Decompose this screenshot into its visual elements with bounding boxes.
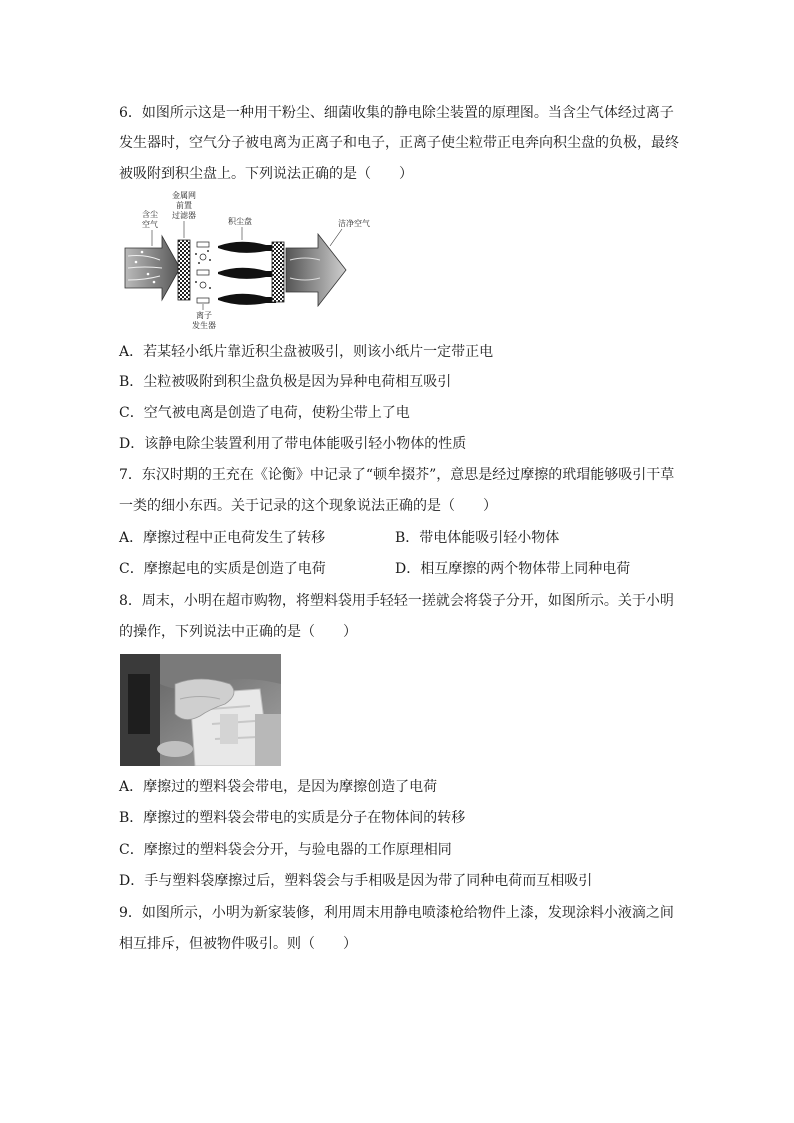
label-plate: 积尘盘 <box>228 217 252 226</box>
q6-option-d: D．该静电除尘装置利用了带电体能吸引轻小物体的性质 <box>119 436 467 452</box>
label-dusty-air-1: 含尘 <box>142 210 158 219</box>
clean-air-arrow <box>286 234 346 306</box>
q7-stem-line1: 7．东汉时期的王充在《论衡》中记录了“顿牟掇芥”，意思是经过摩擦的玳瑁能够吸引干草 <box>119 467 675 483</box>
label-clean-air: 洁净空气 <box>338 219 370 228</box>
q7-option-c: C．摩擦起电的实质是创造了电荷 <box>119 561 326 577</box>
dusty-air-arrow <box>125 236 180 300</box>
metal-mesh-filter <box>178 240 190 300</box>
label-filter-1: 金属网 <box>172 191 196 200</box>
q8-option-a: A．摩擦过的塑料袋会带电，是因为摩擦创造了电荷 <box>119 779 438 795</box>
q8-stem-line1: 8．周末，小明在超市购物，将塑料袋用手轻轻一搓就会将袋子分开，如图所示。关于小明 <box>119 593 674 609</box>
electrostatic-precipitator-diagram <box>120 190 385 335</box>
q6-stem-line3: 被吸附到积尘盘上。下列说法正确的是（ ） <box>119 166 413 182</box>
q7-option-d: D．相互摩擦的两个物体带上同种电荷 <box>395 561 631 577</box>
q6-stem-line1: 6．如图所示这是一种用干粉尘、细菌收集的静电除尘装置的原理图。当含尘气体经过离子 <box>119 105 674 121</box>
q7-stem-line2: 一类的细小东西。关于记录的这个现象说法正确的是（ ） <box>119 498 497 514</box>
q8-stem-line2: 的操作，下列说法中正确的是（ ） <box>119 624 357 640</box>
q9-stem-line2: 相互排斥，但被物件吸引。则（ ） <box>119 936 357 952</box>
rear-filter <box>272 242 284 302</box>
plastic-bag-photo <box>120 654 281 766</box>
q6-option-b: B．尘粒被吸附到积尘盘负极是因为异种电荷相互吸引 <box>119 374 452 390</box>
q8-option-d: D．手与塑料袋摩擦过后，塑料袋会与手相吸是因为带了同种电荷而互相吸引 <box>119 873 593 889</box>
q6-option-a: A．若某轻小纸片靠近积尘盘被吸引，则该小纸片一定带正电 <box>119 344 494 360</box>
q8-option-c: C．摩擦过的塑料袋会分开，与验电器的工作原理相同 <box>119 842 452 858</box>
dust-collecting-plates <box>218 242 276 305</box>
label-dusty-air-2: 空气 <box>142 220 158 229</box>
q7-option-b: B．带电体能吸引轻小物体 <box>395 530 560 546</box>
label-generator-2: 发生器 <box>192 321 216 330</box>
label-generator-1: 离子 <box>196 311 212 320</box>
label-filter-3: 过滤器 <box>172 211 196 220</box>
q6-option-c: C．空气被电离是创造了电荷，使粉尘带上了电 <box>119 405 410 421</box>
q8-option-b: B．摩擦过的塑料袋会带电的实质是分子在物体间的转移 <box>119 810 466 826</box>
label-filter-2: 前置 <box>176 201 192 210</box>
q6-stem-line2: 发生器时，空气分子被电离为正离子和电子，正离子使尘粒带正电奔向积尘盘的负极，最终 <box>119 135 679 151</box>
q7-option-a: A．摩擦过程中正电荷发生了转移 <box>119 530 326 546</box>
q9-stem-line1: 9．如图所示，小明为新家装修，利用周末用静电喷漆枪给物件上漆，发现涂料小液滴之间 <box>119 905 674 921</box>
